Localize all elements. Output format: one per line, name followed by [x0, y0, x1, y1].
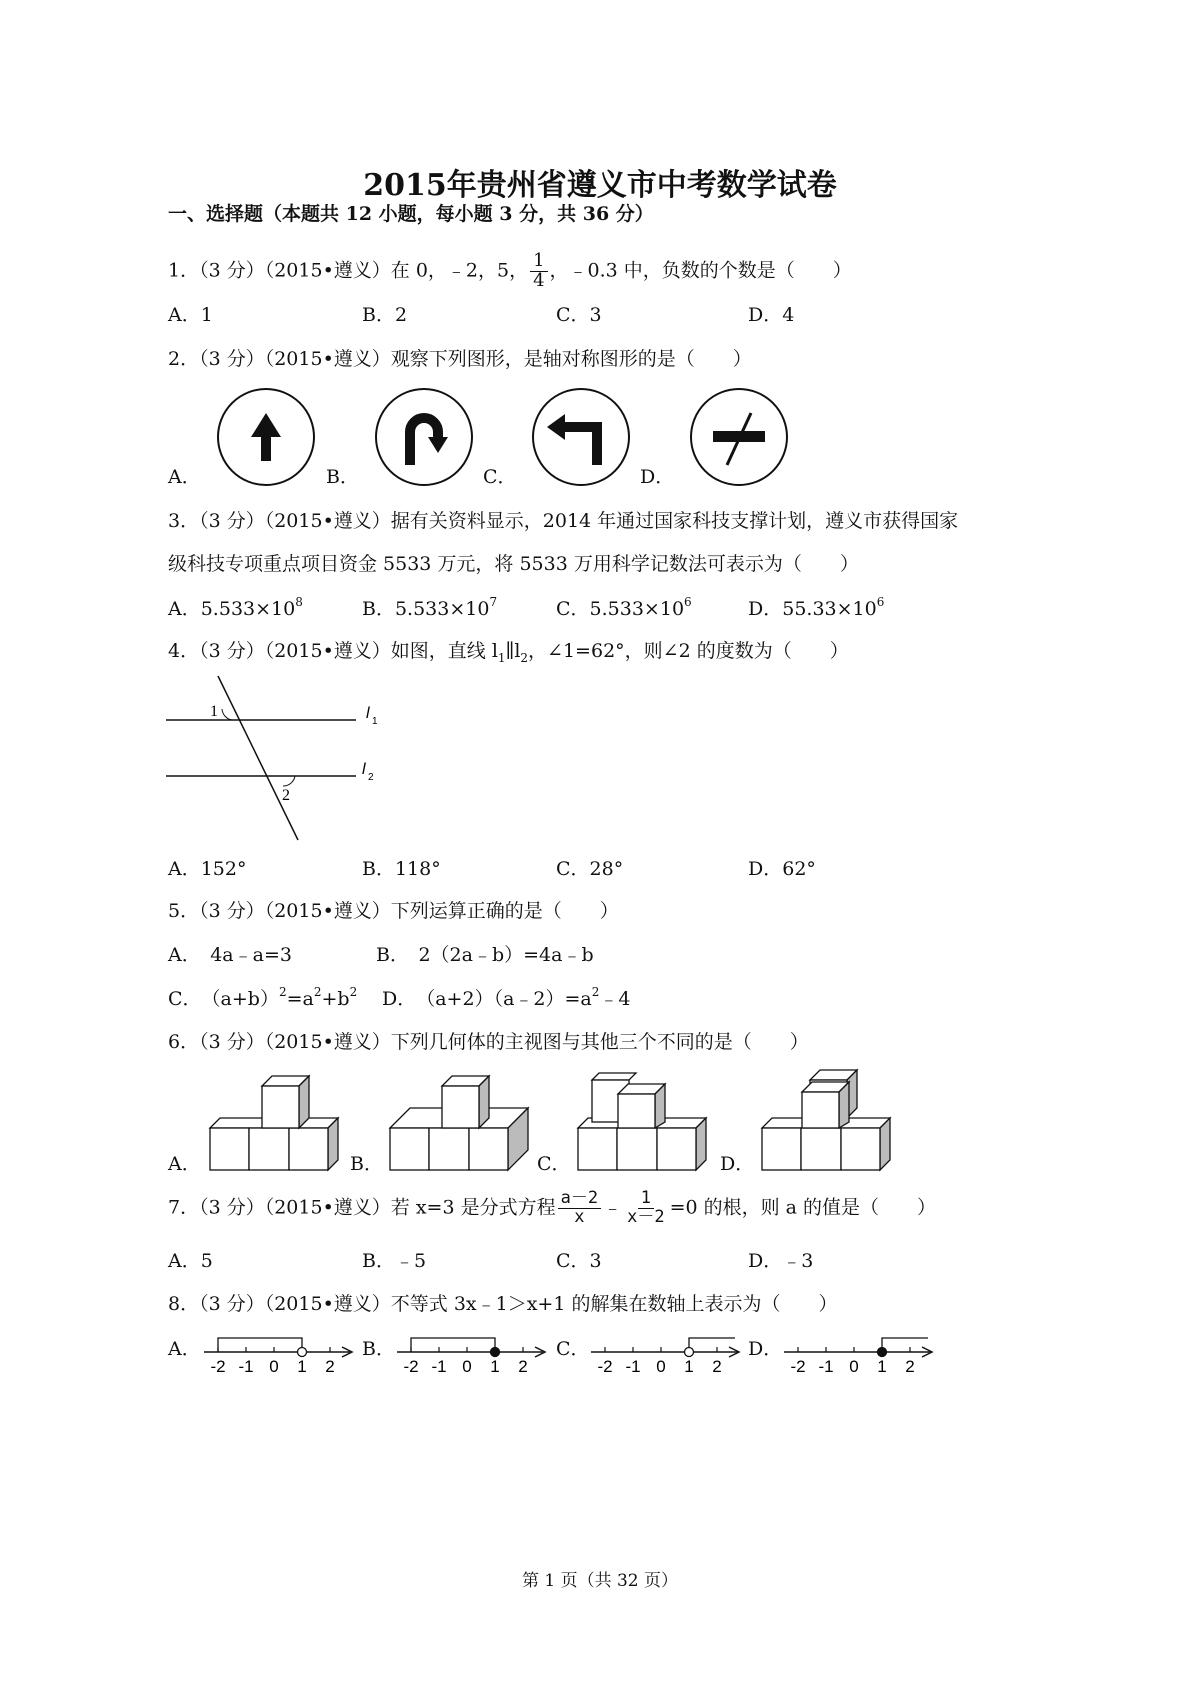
frac-denominator: x: [574, 1206, 585, 1227]
tick-label: -2: [790, 1357, 806, 1376]
fraction-a-minus-2-over-x: [558, 1190, 601, 1227]
q8-option-d[interactable]: D．: [748, 1338, 783, 1360]
left-turn-sign-icon[interactable]: [531, 387, 631, 487]
closed-point-icon: [878, 1348, 887, 1357]
question-3-line2: 级科技专项重点项目资金 5533 万元，将 5533 万用科学记数法可表示为（ ）: [168, 553, 859, 575]
option-text: C．5.533×10: [556, 598, 685, 620]
tick-label: 2: [712, 1357, 722, 1376]
q3-option-a[interactable]: [168, 595, 303, 620]
q8-option-a[interactable]: A．: [168, 1338, 201, 1360]
angle-2-label: 2: [282, 787, 290, 804]
fraction-one-quarter: [530, 252, 547, 291]
solution-range: [689, 1338, 735, 1352]
q1-option-d[interactable]: D．4: [748, 304, 795, 326]
q1-prefix: 1．（3 分）（2015•遵义）在 0，﹣2，5，: [168, 259, 529, 282]
option-text: B．5.533×10: [362, 598, 490, 620]
fraction-1-over-x-minus-2: [624, 1190, 667, 1227]
tick-label: 0: [269, 1357, 279, 1376]
tick-label: -2: [403, 1357, 419, 1376]
tick-label: 1: [490, 1357, 500, 1376]
page-footer: 第 1 页（共 32 页）: [521, 1571, 679, 1591]
q4-option-d[interactable]: D．62°: [748, 858, 816, 880]
option-text: D． （a+2）（a﹣2）=a: [382, 988, 592, 1010]
up-arrow-sign-icon[interactable]: [216, 387, 316, 487]
tick-label: 1: [684, 1357, 694, 1376]
tick-label: -1: [818, 1357, 834, 1376]
u-turn-sign-icon[interactable]: [374, 387, 474, 487]
frac-numerator: a－2: [558, 1190, 601, 1209]
q6-option-a[interactable]: A．: [168, 1153, 201, 1175]
question-6: 6．（3 分）（2015•遵义）下列几何体的主视图与其他三个不同的是（ ）: [168, 1031, 809, 1053]
closed-point-icon: [491, 1348, 500, 1357]
q1-option-a[interactable]: A．1: [168, 304, 213, 326]
tick-label: -2: [597, 1357, 613, 1376]
q2-option-a[interactable]: A．: [168, 466, 201, 488]
frac-denominator: 4: [533, 269, 545, 291]
solution-range: [411, 1338, 495, 1352]
question-2: 2．（3 分）（2015•遵义）观察下列图形，是轴对称图形的是（ ）: [168, 348, 752, 370]
solution-range: [218, 1338, 302, 1352]
q6-option-c[interactable]: C．: [537, 1153, 571, 1175]
option-text: =a: [286, 988, 314, 1010]
solid-c-figure[interactable]: [578, 1066, 718, 1172]
tick-label: 2: [905, 1357, 915, 1376]
exponent: 8: [295, 595, 303, 609]
q8-option-b[interactable]: B．: [362, 1338, 395, 1360]
option-text: +b: [321, 988, 350, 1010]
minus-sign: ﹣: [603, 1196, 623, 1219]
tick-label: -1: [625, 1357, 641, 1376]
number-line-c[interactable]: [587, 1332, 747, 1378]
question-5: 5．（3 分）（2015•遵义）下列运算正确的是（ ）: [168, 900, 619, 922]
question-7: [168, 1190, 936, 1227]
no-passing-sign-icon[interactable]: [689, 387, 789, 487]
solid-a-figure[interactable]: [210, 1066, 350, 1172]
exponent: 7: [489, 595, 498, 609]
subscript: 1: [497, 650, 506, 665]
number-line-d[interactable]: [780, 1332, 940, 1378]
q4-option-c[interactable]: C．28°: [556, 858, 624, 880]
q7-option-c[interactable]: C．3: [556, 1250, 602, 1272]
q5-option-d[interactable]: [382, 985, 631, 1010]
option-text: ﹣4: [599, 988, 631, 1010]
transversal: [218, 676, 298, 840]
option-text: C． （a+b）: [168, 988, 279, 1010]
q6-option-d[interactable]: D．: [720, 1153, 755, 1175]
tick-label: 1: [877, 1357, 887, 1376]
q3-option-b[interactable]: [362, 595, 498, 620]
option-text: D．55.33×10: [748, 598, 877, 620]
question-1: [168, 252, 852, 291]
q7-suffix: =0 的根，则 a 的值是（ ）: [669, 1196, 937, 1219]
q1-suffix: ，﹣0.3 中，负数的个数是（ ）: [549, 259, 852, 282]
l1-label: l: [366, 705, 370, 722]
q4-option-b[interactable]: B．118°: [362, 858, 441, 880]
q2-option-d[interactable]: D．: [640, 466, 675, 488]
q4-text: 4．（3 分）（2015•遵义）如图，直线 l: [168, 640, 498, 662]
tick-label: 1: [297, 1357, 307, 1376]
frac-denominator: x－2: [627, 1206, 665, 1227]
exponent: 2: [313, 985, 322, 999]
solid-b-figure[interactable]: [390, 1066, 530, 1172]
exponent: 6: [684, 595, 692, 609]
q4-text: ，∠1=62°，则∠2 的度数为（ ）: [528, 640, 849, 662]
q7-option-d[interactable]: D．﹣3: [748, 1250, 814, 1272]
exponent: 2: [349, 985, 358, 999]
tick-label: 0: [462, 1357, 472, 1376]
frac-numerator: 1: [638, 1190, 654, 1209]
frac-numerator: 1: [530, 252, 547, 272]
question-8: 8．（3 分）（2015•遵义）不等式 3x﹣1＞x+1 的解集在数轴上表示为（ ）: [168, 1293, 838, 1315]
solution-range: [882, 1338, 928, 1352]
q1-option-b[interactable]: B．2: [362, 304, 408, 326]
tick-label: -1: [238, 1357, 254, 1376]
q7-option-a[interactable]: A．5: [168, 1250, 213, 1272]
l1-subscript: 1: [372, 716, 378, 727]
q7-option-b[interactable]: B．﹣5: [362, 1250, 427, 1272]
q3-option-c[interactable]: [556, 595, 692, 620]
q6-option-b[interactable]: B．: [350, 1153, 383, 1175]
solid-d-figure[interactable]: [762, 1066, 902, 1172]
open-point-icon: [298, 1348, 307, 1357]
q2-option-c[interactable]: C．: [483, 466, 517, 488]
number-line-a[interactable]: [200, 1332, 360, 1378]
q5-option-a[interactable]: A． 4a﹣a=3: [168, 944, 292, 966]
option-text: A．5.533×10: [168, 598, 296, 620]
question-4: [168, 642, 849, 664]
q7-prefix: 7．（3 分）（2015•遵义）若 x=3 是分式方程: [168, 1196, 556, 1219]
tick-label: 0: [656, 1357, 666, 1376]
tick-label: -2: [210, 1357, 226, 1376]
q1-option-c[interactable]: C．3: [556, 304, 602, 326]
angle-1-label: 1: [210, 703, 218, 720]
q2-option-b[interactable]: B．: [326, 466, 359, 488]
section-heading: 一、选择题（本题共 12 小题，每小题 3 分，共 36 分）: [168, 203, 654, 225]
q8-option-c[interactable]: C．: [556, 1338, 590, 1360]
l2-label: l: [362, 761, 366, 778]
tick-label: -1: [431, 1357, 447, 1376]
exponent: 2: [591, 985, 600, 999]
number-line-b[interactable]: [393, 1332, 553, 1378]
tick-label: 2: [325, 1357, 335, 1376]
tick-label: 0: [849, 1357, 859, 1376]
question-3-line1: 3．（3 分）（2015•遵义）据有关资料显示，2014 年通过国家科技支撑计划，遵义市获得国家: [168, 510, 959, 532]
q5-option-b[interactable]: B． 2（2a﹣b）=4a﹣b: [376, 944, 594, 966]
q4-text: ∥l: [505, 640, 521, 662]
parallel-lines-figure: [166, 674, 396, 844]
l2-subscript: 2: [368, 772, 374, 783]
exponent: 2: [278, 985, 287, 999]
q5-option-c[interactable]: [168, 985, 358, 1010]
q4-option-a[interactable]: A．152°: [168, 858, 247, 880]
exponent: 6: [876, 595, 885, 609]
open-point-icon: [685, 1348, 694, 1357]
q3-option-d[interactable]: [748, 595, 885, 620]
tick-label: 2: [518, 1357, 528, 1376]
subscript: 2: [520, 650, 529, 665]
page-title: 2015年贵州省遵义市中考数学试卷: [363, 168, 837, 203]
